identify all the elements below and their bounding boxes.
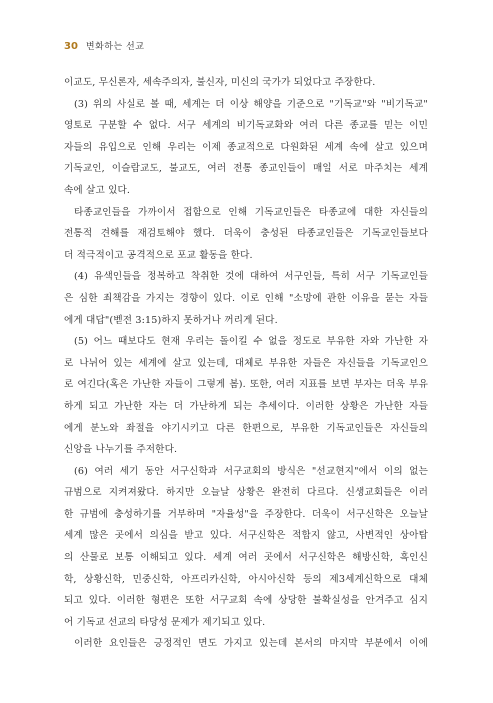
text-line: 더 적극적이고 공격적으로 포교 활동을 한다. — [64, 249, 253, 261]
text-line: 규범으로 지켜져왔다. 하지만 오늘날 상황은 완전히 다르다. 신생교회들은 이러 — [64, 487, 428, 499]
text-line: 한 규범에 충성하기를 거부하며 "자율성"을 주장한다. 더욱이 서구신학은 오늘날 — [64, 508, 428, 520]
text-line: 세계 많은 곳에서 의심을 받고 있다. 서구신학은 적합지 않고, 사변적인 상아탑 — [64, 530, 428, 542]
running-header-title: 변화하는 선교 — [85, 42, 145, 52]
text-line: 에게 분노와 좌절을 야기시키고 다른 한편으로, 부유한 기독교인들은 자신들의 — [64, 422, 428, 434]
running-header — [64, 40, 144, 54]
text-line: 로 여긴다(혹은 가난한 자들이 그렇게 봄). 또한, 여러 지표를 보면 부자는 더욱 부유 — [64, 379, 428, 391]
page-number: 30 — [64, 41, 78, 52]
text-line: 자들의 유입으로 인해 우리는 이제 종교적으로 다원화된 세계 속에 살고 있으며 — [64, 141, 428, 153]
text-line: 전통적 견해를 재검토해야 했다. 더욱이 충성된 타종교인들은 기독교인들보다 — [64, 228, 428, 240]
text-line: 에게 대답"(벧전 3:15)하지 못하거나 꺼리게 된다. — [64, 314, 278, 326]
text-line: 이러한 요인들은 긍정적인 면도 가지고 있는데 본서의 마지막 부분에서 이에 — [74, 638, 428, 650]
text-line: 하게 되고 가난한 자는 더 가난하게 되는 추세이다. 이러한 상황은 가난한 자들 — [64, 400, 428, 412]
text-line: 타종교인들을 가까이서 접함으로 인해 기독교인들은 타종교에 대한 자신들의 — [74, 206, 428, 218]
text-line: 은 심한 죄책감을 가지는 경향이 있다. 이로 인해 "소망에 관한 이유을 묻는 자들 — [64, 292, 428, 304]
text-line: 이교도, 무신론자, 세속주의자, 불신자, 미신의 국가가 되었다고 주장한다. — [64, 77, 376, 88]
text-line: (3) 위의 사실로 볼 때, 세계는 더 이상 해양을 기준으로 "기독교"와 "비기독교" — [74, 98, 428, 110]
text-line: 신앙을 나누기를 주저한다. — [64, 444, 178, 456]
text-line: 영토로 구분할 수 없다. 서구 세계의 비기독교화와 여러 다른 종교를 믿는 이민 — [64, 120, 428, 132]
text-line: (5) 어느 때보다도 현재 우리는 돌이킬 수 없을 정도로 부유한 자와 가난한 자 — [74, 336, 428, 348]
text-line: (6) 여러 세기 동안 서구신학과 서구교회의 방식은 "선교현지"에서 이의 없는 — [74, 465, 428, 477]
text-line: 되고 있다. 이러한 형편은 또한 서구교회 속에 상당한 불확실성을 안겨주고 심지 — [64, 595, 428, 607]
text-line: 기독교인, 이슬람교도, 불교도, 여러 전통 종교인들이 매일 서로 마주치는 세계 — [64, 163, 428, 175]
text-line: (4) 유색인들을 정복하고 착취한 것에 대하여 서구인들, 특히 서구 기독교인들 — [74, 271, 428, 283]
text-line: 로 나뉘어 있는 세계에 살고 있는데, 대체로 부유한 자들은 자신들을 기독교인으 — [64, 357, 428, 369]
body-text — [64, 72, 428, 655]
text-line: 의 산물로 보통 이해되고 있다. 세계 여러 곳에서 서구신학은 해방신학, 흑인신 — [64, 552, 428, 564]
text-line: 어 기독교 선교의 타당성 문제가 제기되고 있다. — [64, 616, 266, 628]
text-line: 속에 살고 있다. — [64, 184, 131, 196]
text-line: 학, 상황신학, 민중신학, 아프리카신학, 아시아신학 등의 제3세계신학으로 대체 — [64, 573, 428, 585]
